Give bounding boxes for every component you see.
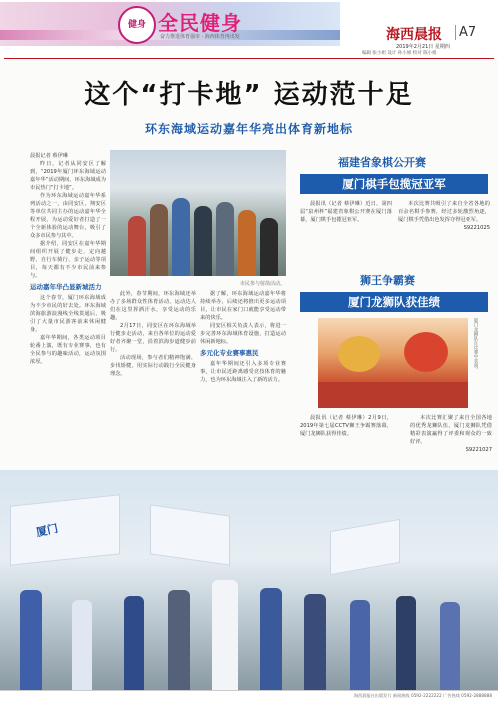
chess-article-header: [296, 154, 496, 194]
paragraph: 嘉年华期间还引入多项专业赛事，让市民近距离感受竞技体育的魅力，也为环东海域注入了新的活力。: [200, 361, 286, 383]
subheadline: 环东海域运动嘉年华亮出体育新地标: [144, 122, 353, 136]
header-rule: [4, 58, 494, 59]
event-flag: [150, 504, 230, 565]
paragraph: 昨日，记者从同安区了解到，“2019年厦门环东海域运动嘉年华”活动期间，环东海域成为市民热门“打卡地”。: [30, 161, 106, 191]
marcher-figure: [260, 588, 282, 690]
headline: 这个“打卡地” 运动范十足: [84, 80, 414, 110]
marcher-figure: [72, 600, 92, 690]
marcher-figure: [440, 602, 460, 690]
article-code: S9221027: [465, 447, 492, 453]
paragraph: 同安区相关负责人表示，将进一步完善环东海域体育设施，打造运动休闲新地标。: [200, 323, 286, 345]
event-flag: [10, 494, 120, 566]
article-title: 厦门棋手包揽冠亚军: [300, 174, 488, 194]
editor-credits: 编辑 张小姐 设计 孙小姐 校对 陈小姐: [362, 51, 437, 56]
paragraph: 此外，春节期间，环东海域还举办了多场群众性体育活动，运动达人们在这里挥洒汗水，享受运动的乐趣。: [110, 291, 196, 321]
photo-figure: [238, 210, 256, 276]
paragraph: 活动现场，参与者们精神饱满、步伐矫健，用实际行动践行全民健身理念。: [110, 355, 196, 377]
archery-photo: [110, 150, 286, 276]
stage-band: [318, 382, 468, 408]
section-subtitle: 奋力推进体育强市 · 海西体育再出发: [160, 34, 240, 40]
marcher-figure: [124, 596, 144, 690]
article-kicker: 狮王争霸赛: [360, 274, 415, 287]
article-column-3: [200, 290, 286, 468]
lion-article-header: [296, 272, 496, 312]
paragraph: 据介绍，同安区在嘉年华期间组织开展了健步走、定向越野、自行车骑行、亲子运动等项目，每天都有不少市民前来参与。: [30, 241, 106, 279]
marcher-figure: [396, 596, 416, 690]
paper-name: 海西晨报: [386, 27, 442, 43]
section-subtitle: 运动嘉年华凸显新城活力: [30, 283, 102, 291]
chess-column-2: [398, 200, 490, 268]
event-flag: [330, 519, 400, 575]
photo-caption: 市民参与射箭活动。: [240, 281, 286, 287]
section-subtitle: 多元化专业赛事惠民: [200, 349, 259, 357]
marcher-figure: [350, 600, 370, 690]
page-footer: 海西晨报社出版发行 新闻热线 0592-2222222 广告热线 0592-2888888: [0, 690, 498, 700]
walking-event-photo: [0, 470, 498, 690]
marcher-figure: [212, 580, 238, 690]
article-title: 厦门龙狮队获佳绩: [300, 292, 488, 312]
lion-dance-photo: [318, 318, 468, 408]
chess-column-1: [300, 200, 392, 268]
article-code: S9221025: [463, 225, 490, 231]
article-column-2: [110, 290, 196, 468]
paragraph: 据了解，环东海域运动嘉年华将持续举办，后续还将推出更多运动项目，让市民在家门口就能享受运动带来的快乐。: [200, 291, 286, 321]
photo-figure: [150, 204, 168, 276]
article-kicker: 福建省象棋公开赛: [338, 156, 426, 169]
publication-date: 2019年2月21日 星期四: [396, 44, 450, 50]
photo-figure: [216, 202, 234, 276]
marcher-figure: [168, 590, 190, 690]
photo-caption: 厦门龙狮队在比赛中表演。: [473, 318, 478, 372]
marcher-figure: [304, 594, 326, 690]
page-number: A7: [455, 25, 476, 40]
page-header-banner: [0, 0, 498, 58]
photo-figure: [172, 198, 190, 276]
paragraph: 这个春节，厦门环东海域成为不少市民的好去处。环东海域滨海旅游浪漫线全线贯通后，吸引了大量市民游客前来休闲健身。: [30, 295, 106, 333]
paragraph: 本次比赛共吸引了来自全省各地的百余名棋手参赛，经过多轮激烈角逐，厦门棋手凭借出色发挥夺得冠亚军。: [398, 201, 490, 223]
paragraph: 嘉年华期间，各类运动项目轮番上演，既有专业赛事，也有全民参与的趣味活动，运动氛围浓厚。: [30, 335, 106, 365]
paragraph: 晨报讯（记者 蔡伊琳）2月9日，2019年第七届CCTV狮王争霸赛落幕，厦门龙狮队获得佳绩。: [300, 415, 392, 437]
paragraph: 本次比赛汇聚了来自全国各地的优秀龙狮队伍，厦门龙狮队凭借精彩表演赢得了评委和观众的一致好评。: [410, 415, 492, 445]
marcher-figure: [20, 590, 42, 690]
section-logo: 健身: [118, 6, 156, 44]
paragraph: 作为环东海域运动嘉年华系列活动之一，由同安区、翔安区等单位共同主办的运动嘉年华全程开展，为运动爱好者打造了一个全新体验的运动舞台，吸引了众多市民参与其中。: [30, 193, 106, 239]
flag-logo-icon: 厦门: [34, 521, 60, 540]
lion-head-shape: [338, 336, 380, 372]
photo-figure: [194, 206, 212, 276]
byline: 晨报记者 蔡伊琳: [30, 153, 68, 159]
lion-head-shape: [404, 332, 448, 372]
article-column-1: [30, 152, 106, 468]
photo-figure: [260, 218, 278, 276]
photo-figure: [128, 216, 146, 276]
paragraph: 2月17日，同安区在环东海域举行健步走活动，来自各单位的运动爱好者齐聚一堂，沿着滨海步道健步前行。: [110, 323, 196, 353]
paragraph: 晨报讯（记者 蔡伊琳）近日，第四届“泉州杯”福建省象棋公开赛在厦门落幕，厦门棋手包揽冠亚军。: [300, 201, 392, 223]
section-name: 全民健身: [158, 11, 242, 35]
